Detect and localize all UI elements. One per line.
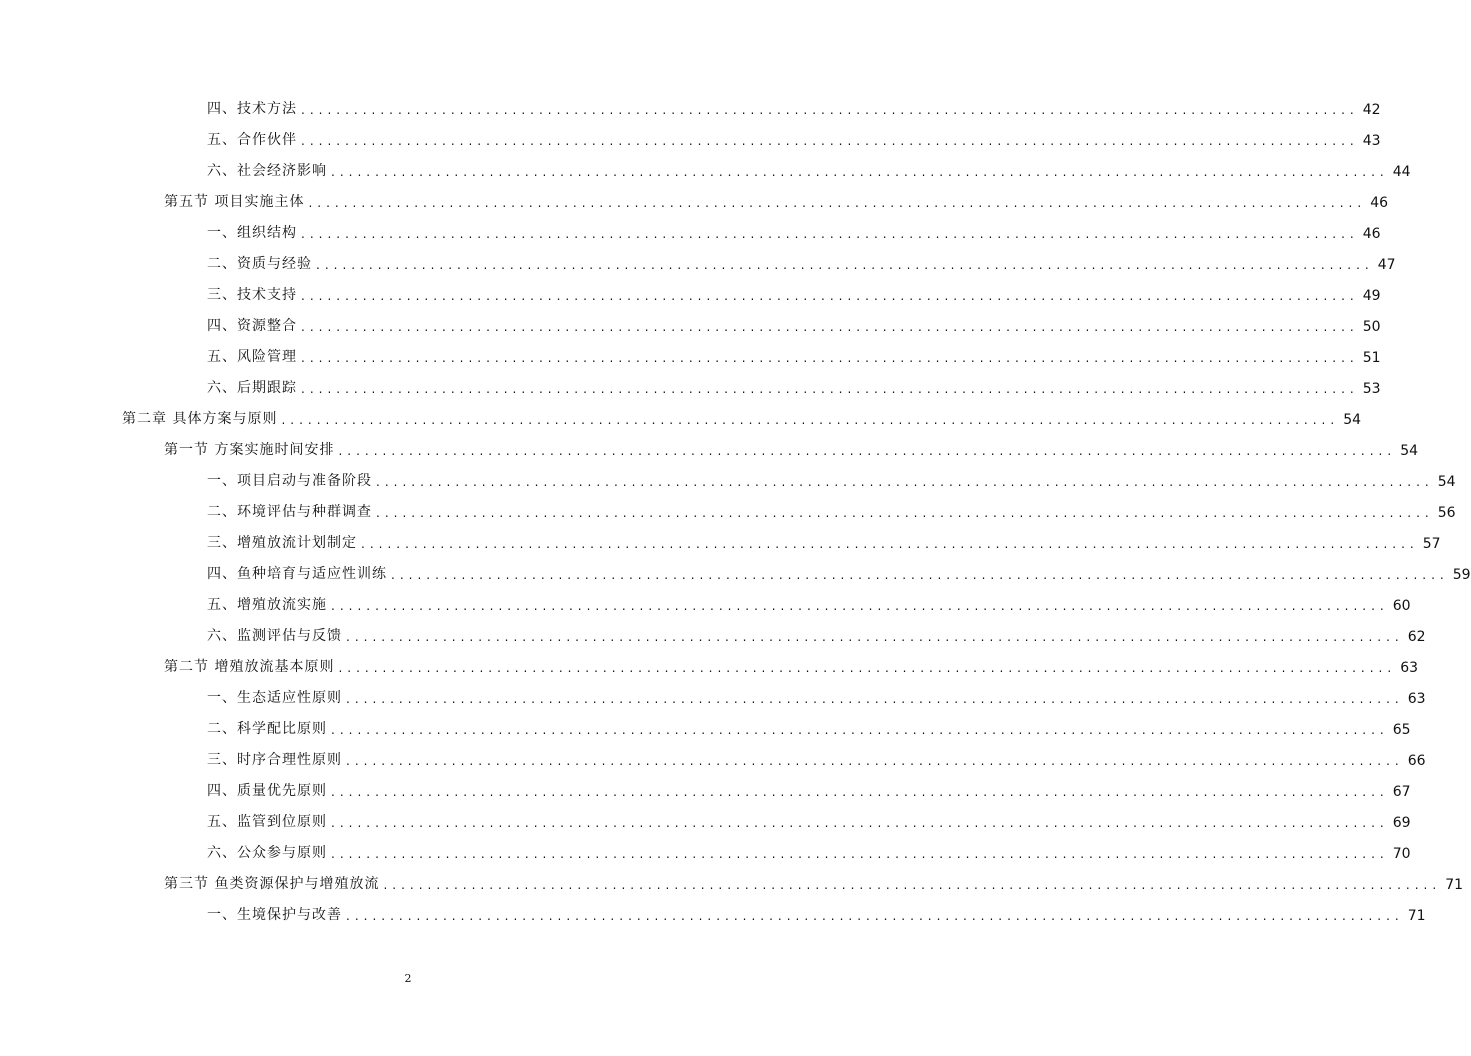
dot-leader: ........................................................................................................................ bbox=[301, 134, 1359, 148]
toc-entry-title: 六、监测评估与反馈 bbox=[207, 628, 342, 644]
toc-entry-page-number: 67 bbox=[1392, 784, 1411, 800]
toc-entry-page-number: 42 bbox=[1362, 102, 1381, 118]
toc-entry-page-number: 54 bbox=[1400, 443, 1419, 459]
dot-leader: ........................................................................................................................ bbox=[338, 661, 1397, 675]
dot-leader: ........................................................................................................................ bbox=[301, 320, 1359, 334]
toc-entry-item[interactable] bbox=[207, 158, 1411, 180]
toc-entry-item[interactable] bbox=[207, 530, 1441, 552]
toc-entry-item[interactable] bbox=[207, 685, 1426, 707]
toc-entry-title: 第二章 具体方案与原则 bbox=[122, 411, 278, 427]
toc-entry-title: 五、风险管理 bbox=[207, 349, 297, 365]
dot-leader: ........................................................................................................................ bbox=[376, 475, 1434, 489]
dot-leader: ........................................................................................................................ bbox=[281, 413, 1340, 427]
dot-leader: ........................................................................................................................ bbox=[301, 103, 1359, 117]
toc-entry-item[interactable] bbox=[207, 778, 1411, 800]
toc-entry-page-number: 59 bbox=[1452, 567, 1471, 583]
toc-entry-title: 二、资质与经验 bbox=[207, 256, 312, 272]
toc-entry-item[interactable] bbox=[207, 716, 1411, 738]
toc-entry-title: 三、时序合理性原则 bbox=[207, 752, 342, 768]
toc-entry-item[interactable] bbox=[207, 623, 1426, 645]
toc-entry-title: 四、质量优先原则 bbox=[207, 783, 327, 799]
dot-leader: ........................................................................................................................ bbox=[301, 351, 1359, 365]
dot-leader: ........................................................................................................................ bbox=[301, 289, 1359, 303]
toc-entry-title: 六、公众参与原则 bbox=[207, 845, 327, 861]
toc-entry-page-number: 60 bbox=[1392, 598, 1411, 614]
dot-leader: ........................................................................................................................ bbox=[331, 847, 1389, 861]
toc-entry-title: 四、技术方法 bbox=[207, 101, 297, 117]
toc-entry-page-number: 54 bbox=[1437, 474, 1456, 490]
toc-entry-title: 一、组织结构 bbox=[207, 225, 297, 241]
toc-entry-title: 第三节 鱼类资源保护与增殖放流 bbox=[164, 876, 380, 892]
dot-leader: ........................................................................................................................ bbox=[331, 165, 1389, 179]
toc-entry-page-number: 57 bbox=[1422, 536, 1441, 552]
toc-entry-title: 六、后期跟踪 bbox=[207, 380, 297, 396]
dot-leader: ........................................................................................................................ bbox=[308, 196, 1367, 210]
page-number: 2 bbox=[404, 972, 412, 985]
toc-entry-item[interactable] bbox=[207, 840, 1411, 862]
toc-entry-page-number: 43 bbox=[1362, 133, 1381, 149]
toc-entry-page-number: 71 bbox=[1407, 908, 1426, 924]
toc-entry-item[interactable] bbox=[207, 902, 1426, 924]
toc-entry-page-number: 62 bbox=[1407, 629, 1426, 645]
dot-leader: ........................................................................................................................ bbox=[331, 723, 1389, 737]
toc-entry-item[interactable] bbox=[207, 251, 1396, 273]
toc-entry-section[interactable] bbox=[164, 189, 1389, 211]
toc-entry-title: 第五节 项目实施主体 bbox=[164, 194, 305, 210]
dot-leader: ........................................................................................................................ bbox=[331, 816, 1389, 830]
toc-entry-page-number: 53 bbox=[1362, 381, 1381, 397]
toc-entry-item[interactable] bbox=[207, 747, 1426, 769]
toc-entry-section[interactable] bbox=[164, 871, 1464, 893]
toc-entry-title: 一、生境保护与改善 bbox=[207, 907, 342, 923]
dot-leader: ........................................................................................................................ bbox=[346, 630, 1404, 644]
toc-entry-page-number: 50 bbox=[1362, 319, 1381, 335]
toc-entry-page-number: 46 bbox=[1370, 195, 1389, 211]
toc-entry-page-number: 54 bbox=[1343, 412, 1362, 428]
toc-entry-item[interactable] bbox=[207, 313, 1381, 335]
toc-entry-page-number: 63 bbox=[1400, 660, 1419, 676]
toc-entry-title: 五、合作伙伴 bbox=[207, 132, 297, 148]
dot-leader: ........................................................................................................................ bbox=[346, 909, 1404, 923]
toc-entry-item[interactable] bbox=[207, 375, 1381, 397]
dot-leader: ........................................................................................................................ bbox=[346, 754, 1404, 768]
toc-entry-item[interactable] bbox=[207, 96, 1381, 118]
dot-leader: ........................................................................................................................ bbox=[346, 692, 1404, 706]
toc-entry-title: 四、资源整合 bbox=[207, 318, 297, 334]
toc-entry-page-number: 51 bbox=[1362, 350, 1381, 366]
dot-leader: ........................................................................................................................ bbox=[301, 227, 1359, 241]
dot-leader: ........................................................................................................................ bbox=[331, 599, 1389, 613]
toc-entry-item[interactable] bbox=[207, 220, 1381, 242]
dot-leader: ........................................................................................................................ bbox=[331, 785, 1389, 799]
toc-entry-page-number: 44 bbox=[1392, 164, 1411, 180]
toc-entry-title: 五、增殖放流实施 bbox=[207, 597, 327, 613]
toc-entry-title: 四、鱼种培育与适应性训练 bbox=[207, 566, 387, 582]
toc-entry-page-number: 46 bbox=[1362, 226, 1381, 242]
dot-leader: ........................................................................................................................ bbox=[361, 537, 1419, 551]
toc-entry-title: 第二节 增殖放流基本原则 bbox=[164, 659, 335, 675]
toc-entry-title: 六、社会经济影响 bbox=[207, 163, 327, 179]
toc-entry-title: 一、项目启动与准备阶段 bbox=[207, 473, 372, 489]
toc-entry-item[interactable] bbox=[207, 127, 1381, 149]
toc-entry-title: 五、监管到位原则 bbox=[207, 814, 327, 830]
toc-entry-item[interactable] bbox=[207, 561, 1471, 583]
toc-entry-title: 三、增殖放流计划制定 bbox=[207, 535, 357, 551]
toc-entry-page-number: 69 bbox=[1392, 815, 1411, 831]
toc-entry-page-number: 71 bbox=[1445, 877, 1464, 893]
toc-entry-title: 二、科学配比原则 bbox=[207, 721, 327, 737]
toc-entry-section[interactable] bbox=[164, 654, 1419, 676]
toc-entry-title: 三、技术支持 bbox=[207, 287, 297, 303]
dot-leader: ........................................................................................................................ bbox=[301, 382, 1359, 396]
toc-entry-page-number: 49 bbox=[1362, 288, 1381, 304]
toc-entry-page-number: 56 bbox=[1437, 505, 1456, 521]
dot-leader: ........................................................................................................................ bbox=[391, 568, 1449, 582]
toc-entry-item[interactable] bbox=[207, 344, 1381, 366]
dot-leader: ........................................................................................................................ bbox=[383, 878, 1442, 892]
toc-entry-item[interactable] bbox=[207, 468, 1456, 490]
toc-entry-page-number: 47 bbox=[1377, 257, 1396, 273]
toc-entry-title: 二、环境评估与种群调查 bbox=[207, 504, 372, 520]
dot-leader: ........................................................................................................................ bbox=[338, 444, 1397, 458]
toc-entry-item[interactable] bbox=[207, 592, 1411, 614]
toc-entry-page-number: 65 bbox=[1392, 722, 1411, 738]
toc-entry-item[interactable] bbox=[207, 809, 1411, 831]
toc-entry-title: 第一节 方案实施时间安排 bbox=[164, 442, 335, 458]
dot-leader: ........................................................................................................................ bbox=[376, 506, 1434, 520]
toc-entry-section[interactable] bbox=[164, 437, 1419, 459]
toc-entry-item[interactable] bbox=[207, 499, 1456, 521]
dot-leader: ........................................................................................................................ bbox=[316, 258, 1374, 272]
toc-entry-page-number: 63 bbox=[1407, 691, 1426, 707]
toc-entry-page-number: 66 bbox=[1407, 753, 1426, 769]
toc-entry-page-number: 70 bbox=[1392, 846, 1411, 862]
toc-entry-chapter[interactable] bbox=[122, 406, 1362, 428]
toc-entry-title: 一、生态适应性原则 bbox=[207, 690, 342, 706]
toc-entry-item[interactable] bbox=[207, 282, 1381, 304]
